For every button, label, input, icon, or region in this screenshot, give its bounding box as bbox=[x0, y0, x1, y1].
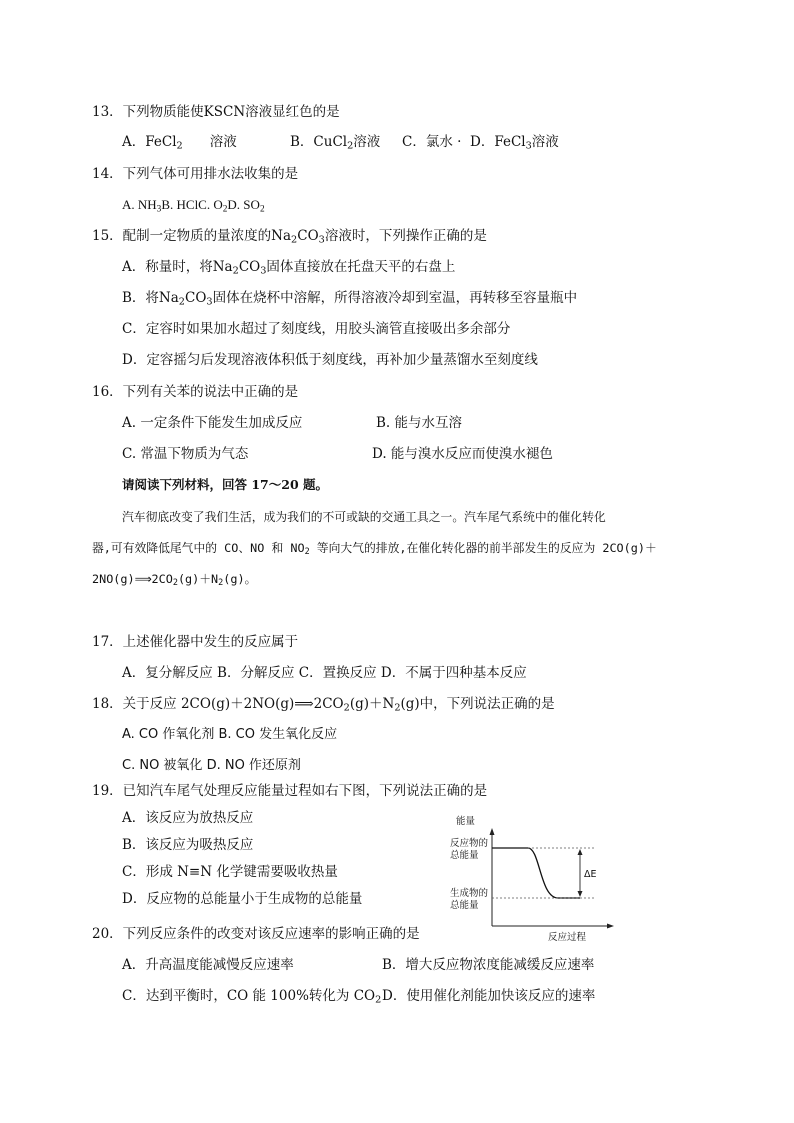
q13-option-d: D．FeCl$_3$溶液 bbox=[470, 134, 559, 152]
q14-option-a: A. $NH_3$ bbox=[122, 197, 162, 215]
q19-option-c: C．形成 N≡N 化学键需要吸收热量 bbox=[122, 864, 338, 880]
q20-option-c: C．达到平衡时，CO 能 100%转化为 $CO_2$ bbox=[122, 988, 382, 1006]
diagram-x-label: 反应过程 bbox=[548, 932, 587, 943]
q20-stem: 20．下列反应条件的改变对该反应速率的影响正确的是 bbox=[92, 926, 420, 942]
diagram-reactant-label-1: 反应物的 bbox=[450, 838, 489, 849]
q19-stem: 19．已知汽车尾气处理反应能量过程如右下图，下列说法正确的是 bbox=[92, 783, 488, 799]
q14-stem: 14．下列气体可用排水法收集的是 bbox=[92, 166, 299, 182]
q15-stem: 15．配制一定物质的量浓度的$Na_2CO_3$溶液时，下列操作正确的是 bbox=[92, 228, 487, 246]
diagram-product-label-2: 总能量 bbox=[450, 900, 479, 911]
q20-option-b: B．增大反应物浓度能减缓反应速率 bbox=[382, 957, 595, 973]
q16-stem: 16．下列有关苯的说法中正确的是 bbox=[92, 384, 299, 400]
q20-option-d: D．使用催化剂能加快该反应的速率 bbox=[382, 988, 596, 1004]
q13-stem: 13．下列物质能使KSCN溶液显红色的是 bbox=[92, 104, 340, 120]
q16-option-c: C. 常温下物质为气态 bbox=[122, 446, 249, 462]
diagram-y-arrow-icon bbox=[490, 828, 495, 835]
diagram-energy-curve bbox=[492, 848, 580, 898]
passage-line-3: $2NO(g)⟹2CO_2(g)+N_2(g)$。 bbox=[92, 572, 257, 589]
q16-option-a: A. 一定条件下能发生加成反应 bbox=[122, 415, 303, 431]
diagram-x-arrow-icon bbox=[607, 924, 614, 929]
diagram-delta-arrow-down-icon bbox=[578, 891, 583, 897]
q20-option-a: A．升高温度能减慢反应速率 bbox=[122, 957, 294, 973]
q19-option-a: A．该反应为放热反应 bbox=[122, 810, 254, 826]
q16-option-d: D. 能与溴水反应而使溴水褪色 bbox=[372, 446, 553, 462]
q13-option-a: A．FeCl$_2$ 溶液 bbox=[122, 134, 237, 152]
q16-option-b: B. 能与水互溶 bbox=[376, 415, 463, 431]
diagram-delta-arrow-up-icon bbox=[578, 849, 583, 855]
q18-options-2: C. NO 被氧化 D. NO 作还原剂 bbox=[122, 758, 301, 773]
q13-options bbox=[122, 133, 559, 152]
q19-option-d: D．反应物的总能量小于生成物的总能量 bbox=[122, 891, 363, 907]
q17-options: A．复分解反应 B．分解反应 C．置换反应 D．不属于四种基本反应 bbox=[122, 665, 527, 681]
q14-option-bc: B. HClC. $O_2$ bbox=[161, 197, 228, 215]
q15-option-a: A．称量时，将$Na_2CO_3$固体直接放在托盘天平的右盘上 bbox=[122, 259, 456, 277]
passage-line-2: 器,可有效降低尾气中的 CO、NO 和 $NO_2$ 等向大气的排放,在催化转化器的前半部发生的反应为 2CO(g)＋ bbox=[92, 541, 657, 558]
q18-stem: 18．关于反应 $2CO(g)+2NO(g)⟹2CO_2(g)+N_2(g)$中，下列说法正确的是 bbox=[92, 696, 555, 714]
q13-option-c: C．氯水 · bbox=[402, 134, 462, 150]
reading-intro: 请阅读下列材料，回答 17～20 题。 bbox=[122, 477, 328, 492]
diagram-product-label-1: 生成物的 bbox=[450, 888, 489, 899]
q15-option-b: B．将$Na_2CO_3$固体在烧杯中溶解，所得溶液冷却到室温，再转移至容量瓶中 bbox=[122, 290, 578, 308]
passage-line-1: 汽车彻底改变了我们生活，成为我们的不可或缺的交通工具之一。汽车尾气系统中的催化转化 bbox=[122, 510, 606, 524]
q13-option-b: B．CuCl$_2$溶液 bbox=[290, 134, 381, 152]
diagram-y-label: 能量 bbox=[456, 816, 476, 827]
diagram-delta-label: ΔE bbox=[584, 869, 597, 880]
energy-diagram bbox=[420, 808, 620, 943]
q14-options bbox=[122, 196, 265, 214]
q19-option-b: B．该反应为吸热反应 bbox=[122, 837, 254, 853]
q18-options-1: A. CO 作氧化剂 B. CO 发生氧化反应 bbox=[122, 727, 338, 742]
q15-option-c: C．定容时如果加水超过了刻度线，用胶头滴管直接吸出多余部分 bbox=[122, 321, 511, 337]
q15-option-d: D．定容摇匀后发现溶液体积低于刻度线，再补加少量蒸馏水至刻度线 bbox=[122, 352, 538, 368]
diagram-reactant-label-2: 总能量 bbox=[450, 850, 479, 861]
q17-stem: 17．上述催化器中发生的反应属于 bbox=[92, 634, 299, 650]
q14-option-d: D. $SO_2$ bbox=[227, 197, 265, 215]
